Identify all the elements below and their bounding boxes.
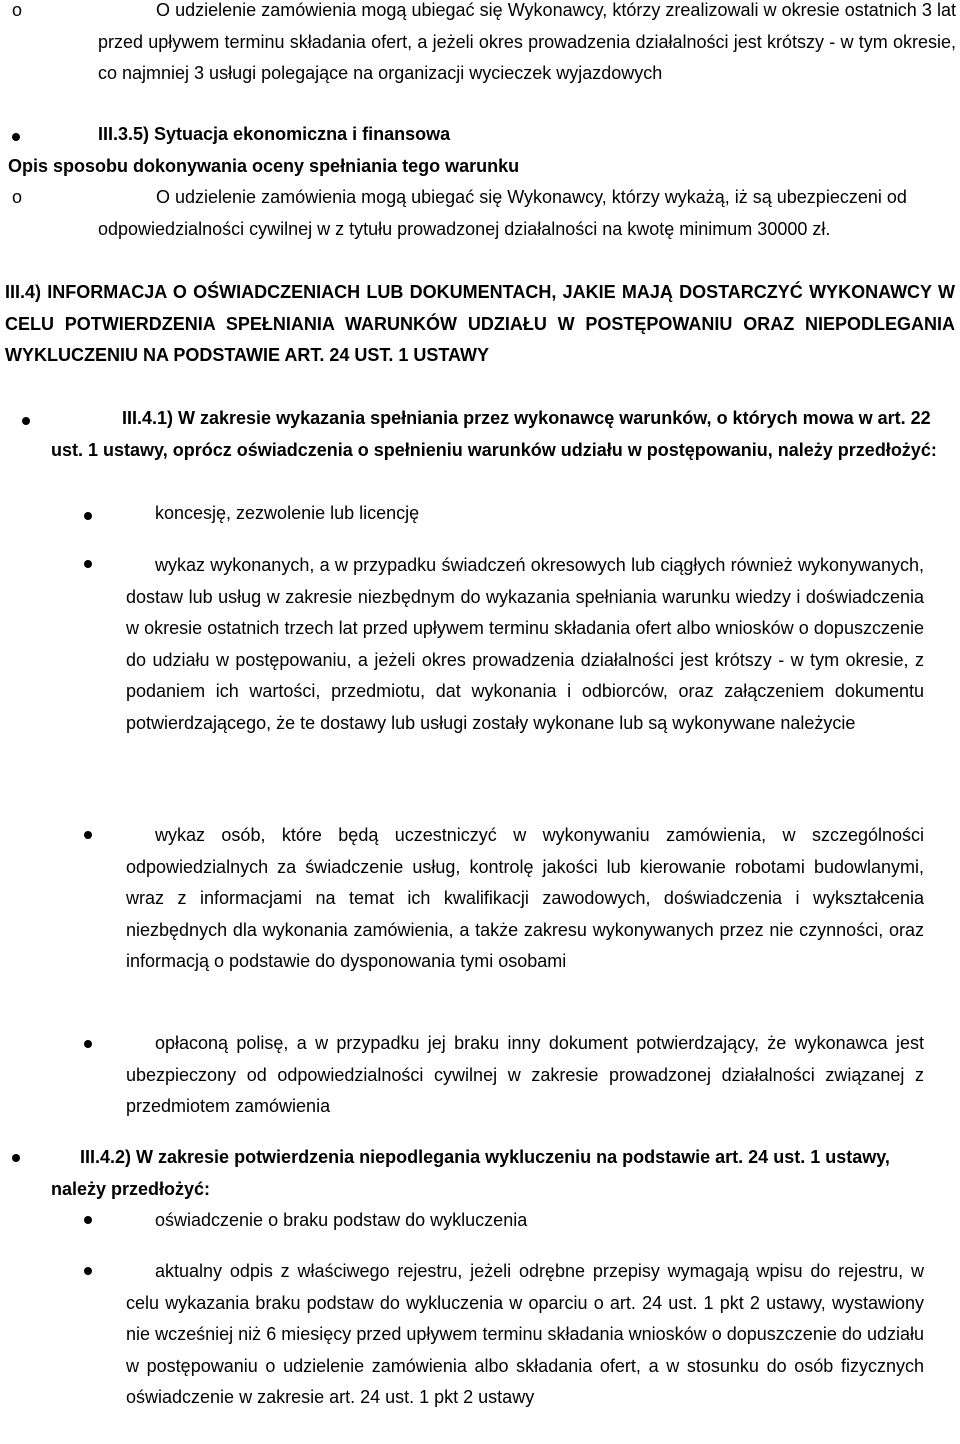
list-marker-circle: o: [12, 0, 23, 20]
bullet-marker: [84, 560, 92, 568]
section-heading-34: III.4) INFORMACJA O OŚWIADCZENIACH LUB DOKUMENTACH, JAKIE MAJĄ DOSTARCZYĆ WYKONAWCY W CELU POTWIERDZENIA SPEŁNIANIA WARUNKÓW UDZIAŁU W POSTĘPOWANIU ORAZ NIEPODLEGANIA WYKLUCZENIU NA PODSTAWIE ART. 24 UST. 1 USTAWY: [5, 282, 955, 365]
insurance-requirement: O udzielenie zamówienia mogą ubiegać się Wykonawcy, którzy wykażą, iż są ubezpieczeni od odpowiedzialności cywilnej w z tytułu prowadzonej działalności na kwotę minimum 30000 zł.: [98, 187, 907, 239]
list-item: koncesję, zezwolenie lub licencję: [155, 503, 420, 523]
bullet-marker: [84, 1040, 92, 1048]
list-marker-circle: o: [12, 187, 23, 207]
list-item: wykaz wykonanych, a w przypadku świadczeń okresowych lub ciągłych również wykonywanych, dostaw lub usług w zakresie niezbędnym do wykazania spełniania warunku wiedzy i doświadczenia w okresie ostatnich trzech lat przed upływem terminu składania ofert albo wniosków o dopuszczenie do udziału w postępowaniu, a jeżeli okres prowadzenia działalności jest krótszy - w tym okresie, z podaniem ich wartości, przedmiotu, dat wykonania i odbiorców, oraz załączeniem dokumentu potwierdzającego, że te dostawy lub usługi zostały wykonane lub są wykonywane należycie: [126, 555, 924, 733]
subsection-heading-341: III.4.1) W zakresie wykazania spełniania przez wykonawcę warunków, o których mowa w art. 22 ust. 1 ustawy, oprócz oświadczenia o spełnieniu warunków udziału w postępowaniu, należy przedłożyć:: [51, 408, 937, 460]
list-item: wykaz osób, które będą uczestniczyć w wykonywaniu zamówienia, w szczególności odpowiedzialnych za świadczenie usług, kontrolę jakości lub kierowanie robotami budowlanymi, wraz z informacjami na temat ich kwalifikacji zawodowych, doświadczenia i wykształcenia niezbędnych dla wykonania zamówienia, a także zakresu wykonywanych przez nie czynności, oraz informacją o podstawie do dysponowania tymi osobami: [126, 825, 924, 971]
bullet-marker: [84, 831, 92, 839]
bullet-marker: [84, 512, 92, 520]
bullet-marker: [84, 1216, 92, 1224]
subsection-heading-342: III.4.2) W zakresie potwierdzenia niepodlegania wykluczeniu na podstawie art. 24 ust. 1 ustawy, należy przedłożyć:: [51, 1147, 890, 1199]
bullet-marker: [12, 133, 20, 141]
list-item: oświadczenie o braku podstaw do wykluczenia: [155, 1210, 528, 1230]
list-item: opłaconą polisę, a w przypadku jej braku inny dokument potwierdzający, że wykonawca jest ubezpieczony od odpowiedzialności cywilnej w zakresie prowadzonej działalności związanej z przedmiotem zamówienia: [126, 1033, 924, 1116]
opis-heading: Opis sposobu dokonywania oceny spełniania tego warunku: [8, 156, 520, 176]
intro-paragraph: O udzieleniе zamówienia mogą ubiegać się Wykonawcy, którzy zrealizowali w okresie ostatnich 3 lat przed upływem terminu składania ofert, a jeżeli okres prowadzenia działalności jest krótszy - w tym okresie, co najmniej 3 usługi polegające na organizacji wycieczek wyjazdowych: [98, 0, 956, 83]
list-item: aktualny odpis z właściwego rejestru, jeżeli odrębne przepisy wymagają wpisu do rejestru, w celu wykazania braku podstaw do wykluczenia w oparciu o art. 24 ust. 1 pkt 2 ustawy, wystawiony nie wcześniej niż 6 miesięcy przed upływem terminu składania wniosków o dopuszczenie do udziału w postępowaniu o udzielenie zamówienia albo składania ofert, a w stosunku do osób fizycznych oświadczenie w zakresie art. 24 ust. 1 pkt 2 ustawy: [126, 1261, 924, 1407]
bullet-marker: [84, 1267, 92, 1275]
section-heading-335: III.3.5) Sytuacja ekonomiczna i finansowa: [98, 124, 451, 144]
bullet-marker: [22, 417, 30, 425]
bullet-marker: [12, 1154, 20, 1162]
